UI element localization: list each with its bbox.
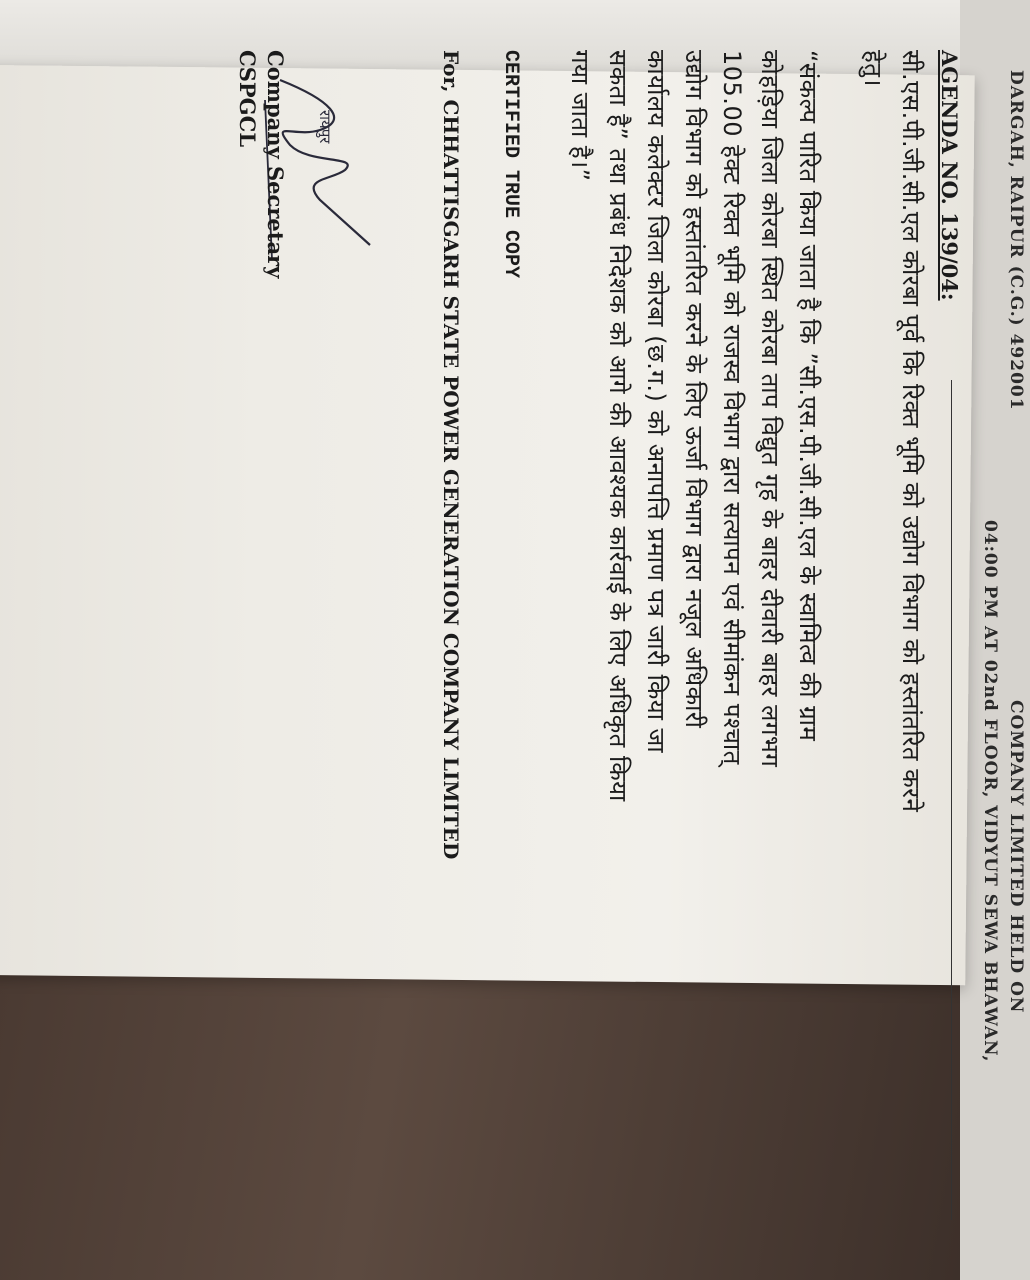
header-divider — [951, 380, 952, 1220]
signature-place-note: रायपुर — [316, 110, 334, 144]
designation: Company Secretary — [263, 50, 288, 279]
resolution-line-4: उद्योग विभाग को हस्तांतरित करने के लिए ऊर्जा विभाग द्वारा नजूल अधिकारी — [680, 50, 708, 729]
agenda-subject-line-1: सी.एस.पी.जी.सी.एल कोरबा पूर्व कि रिक्त भूमि को उद्योग विभाग को हस्तांतरित करने — [897, 50, 925, 813]
for-company-line: For, CHHATTISGARH STATE POWER GENERATION COMPANY LIMITED — [439, 50, 463, 860]
header-line-1-right: COMPANY LIMITED HELD ON — [1006, 700, 1026, 1014]
organisation: CSPGCL — [235, 50, 260, 148]
resolution-line-3: 105.00 हेक्ट रिक्त भूमि को राजस्व विभाग द्वारा सत्यापन एवं सीमांकन पश्चात् — [718, 50, 746, 765]
resolution-line-1: “संकल्प पारित किया जाता है कि ”सी.एस.पी.जी.सी.एल के स्वामित्व की ग्राम — [794, 50, 822, 742]
agenda-number: AGENDA NO. 139/04: — [937, 50, 962, 301]
header-line-2: 04:00 PM AT 02nd FLOOR, VIDYUT SEWA BHAWAN, — [980, 520, 1000, 1063]
header-line-1: DARGAH, RAIPUR (C.G.) 492001 — [1006, 70, 1026, 411]
resolution-line-2: कोहड़िया जिला कोरबा स्थित कोरबा ताप विद्युत गृह के बाहर दीवारी बाहर लगभग — [756, 50, 784, 768]
resolution-line-5: कार्यालय कलेक्टर जिला कोरबा (छ.ग.) को अनापत्ति प्रमाण पत्र जारी किया जा — [642, 50, 670, 754]
agenda-subject-line-2: हेतु। — [859, 50, 887, 88]
resolution-line-6: सकता है” तथा प्रबंध निदेशक को आगे की आवश्यक कार्रवाई के लिए अधिकृत किया — [604, 50, 632, 802]
certified-true-copy: CERTIFIED TRUE COPY — [499, 50, 522, 279]
resolution-line-7: गया जाता है।” — [566, 50, 594, 182]
